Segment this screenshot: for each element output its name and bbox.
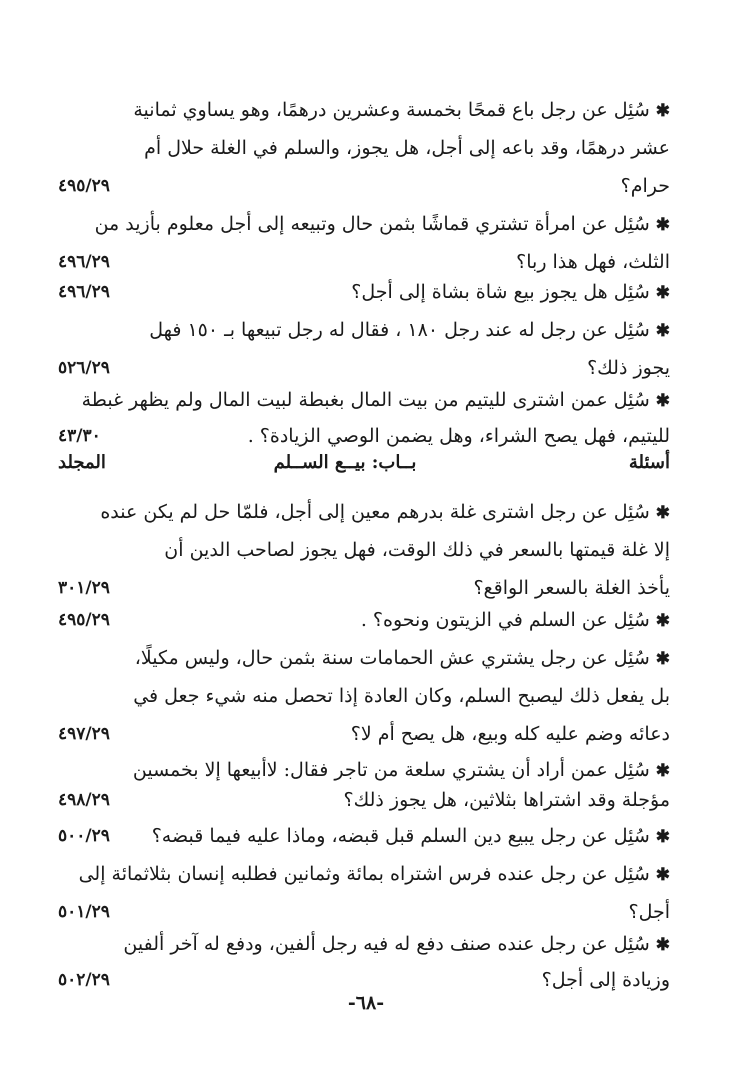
entry-line: إلا غلة قيمتها بالسعر في ذلك الوقت، فهل يجوز لصاحب الدين أن: [164, 539, 670, 561]
entry-line: ✱سُئِل عن رجل له عند رجل ١٨٠ ، فقال له رجل تبيعها بـ ١٥٠ فهل: [149, 319, 670, 341]
volume-page-ref: ٤٩٥/٢٩: [58, 610, 110, 630]
volume-page-ref: ٣٠١/٢٩: [58, 578, 110, 598]
entry-line: لليتيم، فهل يصح الشراء، وهل يضمن الوصي الزيادة؟ .: [247, 425, 670, 447]
entry-line: ✱سُئِل عمن أراد أن يشتري سلعة من تاجر فقال: لاأبيعها إلا بخمسين: [132, 759, 670, 781]
entry-line: أجل؟: [628, 901, 670, 923]
asterisk-bullet-icon: ✱: [655, 391, 670, 411]
volume-page-ref: ٤٩٥/٢٩: [58, 176, 110, 196]
entry-line: عشر درهمًا، وقد باعه إلى أجل، هل يجوز، والسلم في الغلة حلال أم: [144, 137, 670, 159]
asterisk-bullet-icon: ✱: [655, 503, 670, 523]
entry-line: الثلث، فهل هذا ربا؟: [516, 251, 670, 273]
header-volume-label: المجلد: [58, 452, 106, 473]
header-chapter-title: بــاب: بيــع الســلم: [273, 452, 417, 473]
volume-page-ref: ٤٣/٣٠: [58, 426, 101, 446]
entry-line: ✱سُئِل عن رجل عنده فرس اشتراه بمائة وثمانين فطلبه إنسان بثلاثمائة إلى: [78, 863, 670, 885]
entry-line: ✱سُئِل هل يجوز بيع شاة بشاة إلى أجل؟: [351, 281, 670, 303]
entry-line: مؤجلة وقد اشتراها بثلاثين، هل يجوز ذلك؟: [343, 789, 670, 811]
volume-page-ref: ٥٠٠/٢٩: [58, 826, 110, 846]
volume-page-ref: ٥٢٦/٢٩: [58, 358, 110, 378]
entry-line: وزيادة إلى أجل؟: [541, 969, 670, 991]
entry-line: يجوز ذلك؟: [587, 357, 670, 379]
volume-page-ref: ٤٩٧/٢٩: [58, 724, 110, 744]
entry-line: ✱سُئِل عمن اشترى لليتيم من بيت المال بغبطة لبيت المال ولم يظهر غبطة: [81, 389, 670, 411]
asterisk-bullet-icon: ✱: [655, 827, 670, 847]
entry-line: ✱سُئِل عن رجل يشتري عش الحمامات سنة بثمن حال، وليس مكيلًا،: [134, 647, 670, 669]
asterisk-bullet-icon: ✱: [655, 761, 670, 781]
entry-line: دعائه وضم عليه كله وبيع، هل يصح أم لا؟: [350, 723, 670, 745]
asterisk-bullet-icon: ✱: [655, 935, 670, 955]
volume-page-ref: ٥٠٢/٢٩: [58, 970, 110, 990]
volume-page-ref: ٤٩٦/٢٩: [58, 282, 110, 302]
volume-page-ref: ٤٩٦/٢٩: [58, 252, 110, 272]
entry-line: ✱سُئِل عن امرأة تشتري قماشًا بثمن حال وتبيعه إلى أجل معلوم بأزيد من: [94, 213, 670, 235]
header-questions-label: أسئلة: [628, 452, 670, 473]
entry-line: بل يفعل ذلك ليصبح السلم، وكان العادة إذا تحصل منه شيء جعل في: [133, 685, 670, 707]
entry-line: ✱سُئِل عن رجل عنده صنف دفع له فيه رجل ألفين، ودفع له آخر ألفين: [123, 933, 670, 955]
asterisk-bullet-icon: ✱: [655, 215, 670, 235]
volume-page-ref: ٥٠١/٢٩: [58, 902, 110, 922]
entry-line: يأخذ الغلة بالسعر الواقع؟: [473, 577, 670, 599]
entry-line: ✱سُئِل عن رجل باع قمحًا بخمسة وعشرين درهمًا، وهو يساوي ثمانية: [133, 99, 670, 121]
asterisk-bullet-icon: ✱: [655, 283, 670, 303]
asterisk-bullet-icon: ✱: [655, 649, 670, 669]
asterisk-bullet-icon: ✱: [655, 611, 670, 631]
entry-line: ✱سُئِل عن السلم في الزيتون ونحوه؟ .: [360, 609, 670, 631]
entry-line: ✱سُئِل عن رجل اشترى غلة بدرهم معين إلى أجل، فلمّا حل لم يكن عنده: [100, 501, 670, 523]
page-number: -٦٨-: [347, 992, 385, 1014]
asterisk-bullet-icon: ✱: [655, 101, 670, 121]
entry-line: ✱سُئِل عن رجل يبيع دين السلم قبل قبضه، وماذا عليه فيما قبضه؟: [151, 825, 670, 847]
volume-page-ref: ٤٩٨/٢٩: [58, 790, 110, 810]
entry-line: حرام؟: [620, 175, 670, 197]
asterisk-bullet-icon: ✱: [655, 321, 670, 341]
asterisk-bullet-icon: ✱: [655, 865, 670, 885]
